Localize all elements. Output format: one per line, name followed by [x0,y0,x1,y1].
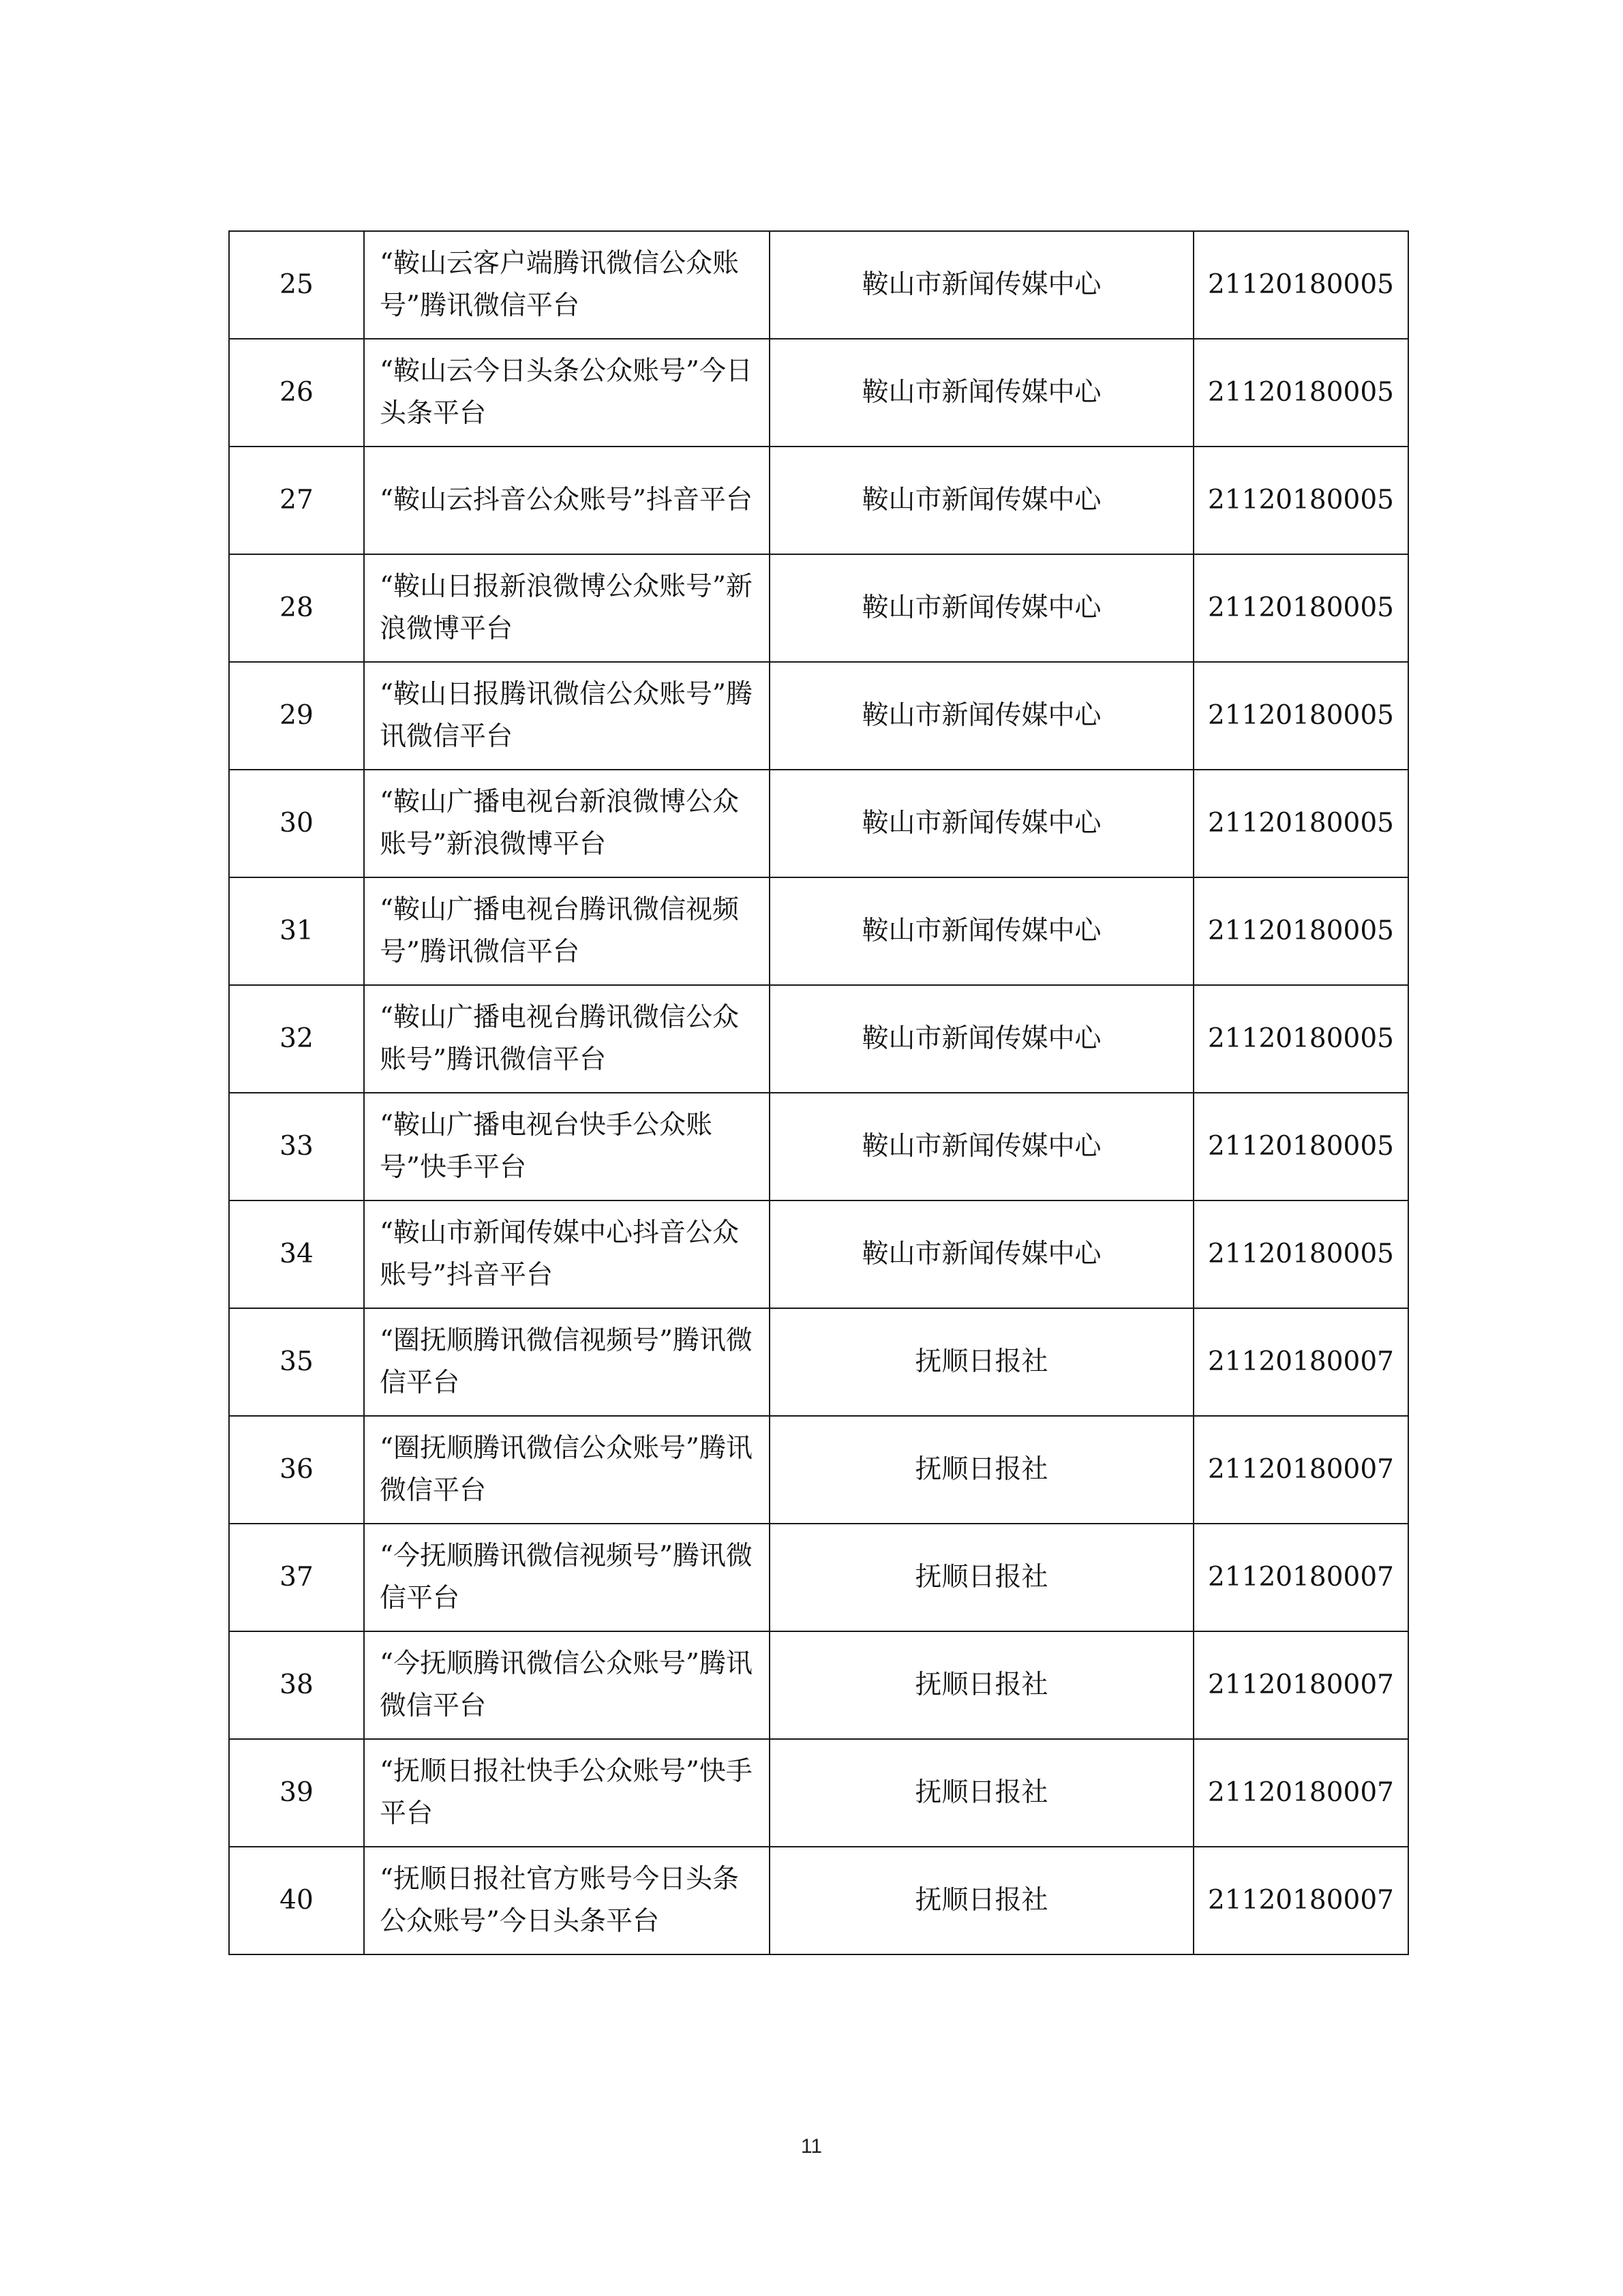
row-index: 35 [229,1308,364,1416]
row-index: 30 [229,770,364,877]
account-name: “今抚顺腾讯微信视频号”腾讯微信平台 [364,1524,770,1631]
license-code: 21120180007 [1194,1739,1408,1847]
organization: 抚顺日报社 [770,1847,1194,1954]
license-code: 21120180005 [1194,770,1408,877]
organization: 抚顺日报社 [770,1739,1194,1847]
row-index: 32 [229,985,364,1093]
license-code: 21120180005 [1194,447,1408,554]
row-index: 27 [229,447,364,554]
row-index: 40 [229,1847,364,1954]
account-name: “鞍山广播电视台新浪微博公众账号”新浪微博平台 [364,770,770,877]
account-name: “圈抚顺腾讯微信公众账号”腾讯微信平台 [364,1416,770,1524]
account-name: “鞍山日报新浪微博公众账号”新浪微博平台 [364,554,770,662]
account-name: “鞍山云今日头条公众账号”今日头条平台 [364,339,770,447]
accounts-table-body [229,231,1408,1954]
organization: 鞍山市新闻传媒中心 [770,1200,1194,1308]
organization: 抚顺日报社 [770,1308,1194,1416]
accounts-table [228,230,1409,1955]
license-code: 21120180005 [1194,985,1408,1093]
row-index: 29 [229,662,364,770]
row-index: 28 [229,554,364,662]
license-code: 21120180007 [1194,1416,1408,1524]
organization: 鞍山市新闻传媒中心 [770,770,1194,877]
account-name: “鞍山广播电视台快手公众账号”快手平台 [364,1093,770,1200]
organization: 鞍山市新闻传媒中心 [770,877,1194,985]
table-row [229,554,1408,662]
table-row [229,770,1408,877]
table-row [229,1308,1408,1416]
license-code: 21120180005 [1194,231,1408,339]
license-code: 21120180007 [1194,1308,1408,1416]
table-row [229,447,1408,554]
account-name: “抚顺日报社快手公众账号”快手平台 [364,1739,770,1847]
account-name: “抚顺日报社官方账号今日头条公众账号”今日头条平台 [364,1847,770,1954]
organization: 鞍山市新闻传媒中心 [770,447,1194,554]
row-index: 31 [229,877,364,985]
table-row [229,1524,1408,1631]
account-name: “鞍山市新闻传媒中心抖音公众账号”抖音平台 [364,1200,770,1308]
row-index: 36 [229,1416,364,1524]
account-name: “今抚顺腾讯微信公众账号”腾讯微信平台 [364,1631,770,1739]
account-name: “圈抚顺腾讯微信视频号”腾讯微信平台 [364,1308,770,1416]
account-name: “鞍山广播电视台腾讯微信公众账号”腾讯微信平台 [364,985,770,1093]
organization: 鞍山市新闻传媒中心 [770,985,1194,1093]
license-code: 21120180007 [1194,1847,1408,1954]
license-code: 21120180005 [1194,662,1408,770]
organization: 鞍山市新闻传媒中心 [770,554,1194,662]
table-row [229,985,1408,1093]
table-row [229,1200,1408,1308]
organization: 鞍山市新闻传媒中心 [770,339,1194,447]
table-row [229,231,1408,339]
license-code: 21120180007 [1194,1524,1408,1631]
row-index: 25 [229,231,364,339]
account-name: “鞍山日报腾讯微信公众账号”腾讯微信平台 [364,662,770,770]
account-name: “鞍山广播电视台腾讯微信视频号”腾讯微信平台 [364,877,770,985]
organization: 鞍山市新闻传媒中心 [770,231,1194,339]
table-row [229,1847,1408,1954]
table-row [229,877,1408,985]
table-row [229,1631,1408,1739]
organization: 抚顺日报社 [770,1524,1194,1631]
organization: 鞍山市新闻传媒中心 [770,662,1194,770]
license-code: 21120180007 [1194,1631,1408,1739]
row-index: 37 [229,1524,364,1631]
page-number: 11 [800,2135,823,2158]
table-row [229,1093,1408,1200]
license-code: 21120180005 [1194,877,1408,985]
organization: 抚顺日报社 [770,1631,1194,1739]
organization: 抚顺日报社 [770,1416,1194,1524]
account-name: “鞍山云抖音公众账号”抖音平台 [364,447,770,554]
row-index: 39 [229,1739,364,1847]
table-row [229,339,1408,447]
table-row [229,1416,1408,1524]
table-row [229,662,1408,770]
organization: 鞍山市新闻传媒中心 [770,1093,1194,1200]
row-index: 26 [229,339,364,447]
row-index: 38 [229,1631,364,1739]
license-code: 21120180005 [1194,339,1408,447]
license-code: 21120180005 [1194,554,1408,662]
row-index: 33 [229,1093,364,1200]
table-row [229,1739,1408,1847]
license-code: 21120180005 [1194,1200,1408,1308]
license-code: 21120180005 [1194,1093,1408,1200]
row-index: 34 [229,1200,364,1308]
account-name: “鞍山云客户端腾讯微信公众账号”腾讯微信平台 [364,231,770,339]
